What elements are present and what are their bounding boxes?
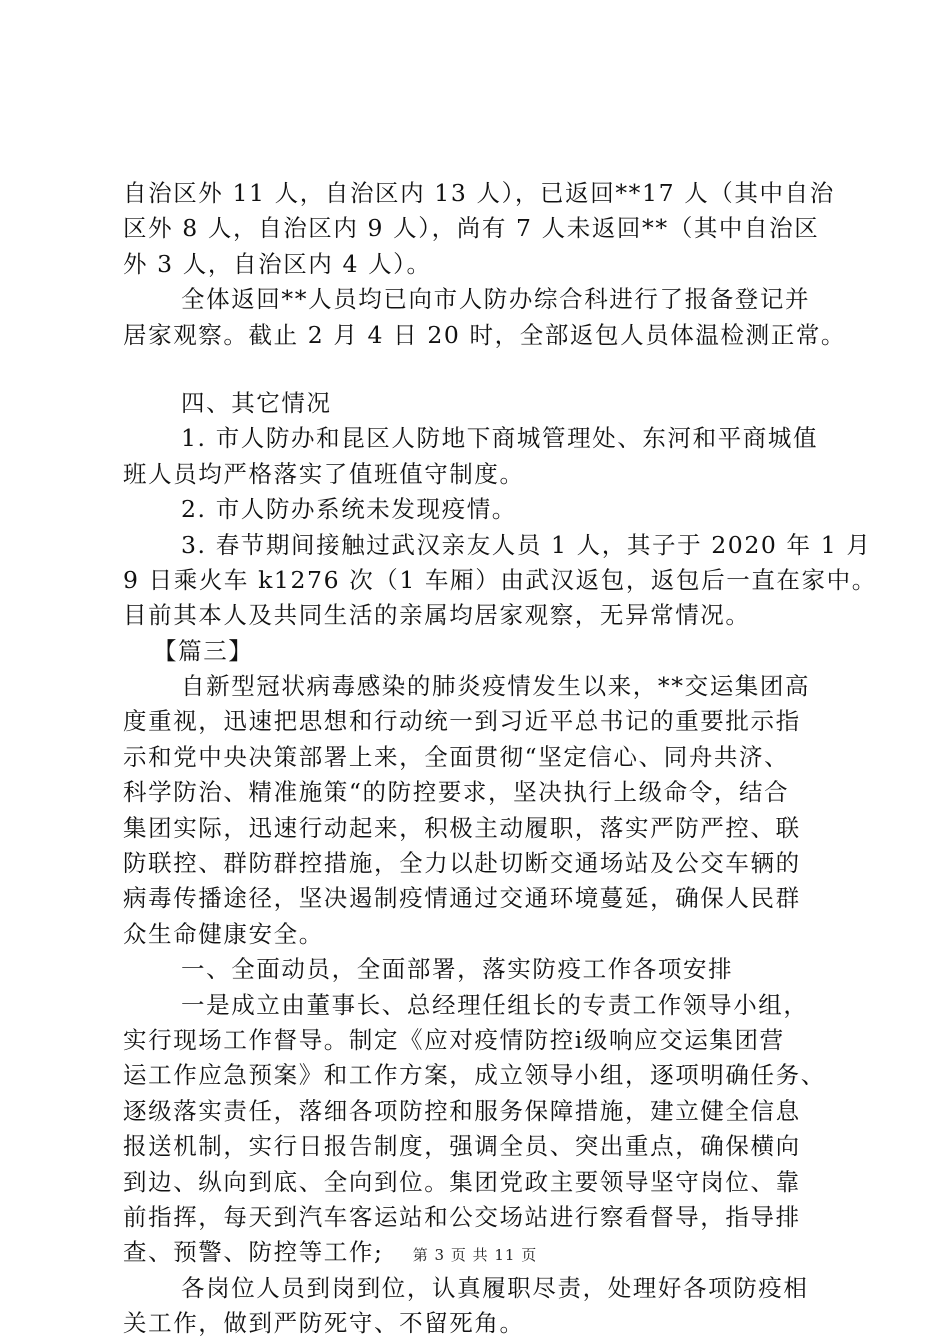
text-line: 集团实际，迅速行动起来，积极主动履职，落实严防严控、联 [123,813,801,842]
text-line: 居家观察。截止 2 月 4 日 20 时，全部返包人员体温检测正常。 [123,320,847,349]
text-line: 查、预警、防控等工作; [123,1238,384,1267]
section-heading: 四、其它情况 [181,388,332,417]
text-line: 外 3 人，自治区内 4 人）。 [123,249,432,278]
paragraph-start: 自新型冠状病毒感染的肺炎疫情发生以来，**交运集团高 [181,672,811,701]
paragraph-gap [123,353,838,386]
list-item-start: 1. 市人防办和昆区人防地下商城管理处、东河和平商城值 [181,424,819,453]
paragraph-start: 一是成立由董事长、总经理任组长的专责工作领导小组， [181,990,809,1019]
text-line: 实行现场工作督导。制定《应对疫情防控ⅰ级响应交运集团营 [123,1025,785,1054]
chapter-heading: 【篇三】 [153,636,254,665]
text-line: 关工作，做到严防死守、不留死角。 [123,1309,525,1338]
text-line: 报送机制，实行日报告制度，强调全员、突出重点，确保横向 [123,1132,801,1161]
text-line: 示和党中央决策部署上来，全面贯彻“坚定信心、同舟共济、 [123,742,790,771]
paragraph-start: 全体返回**人员均已向市人防办综合科进行了报备登记并 [181,285,811,314]
text-line: 区外 8 人，自治区内 9 人），尚有 7 人未返回**（其中自治区 [123,214,820,243]
document-body [123,176,877,1342]
text-line: 自治区外 11 人，自治区内 13 人），已返回**17 人（其中自治 [123,179,835,207]
list-item-start: 3. 春节期间接触过武汉亲友人员 1 人，其子于 2020 年 1 月 [181,530,872,559]
text-line: 度重视，迅速把思想和行动统一到习近平总书记的重要批示指 [123,707,801,736]
text-line: 班人员均严格落实了值班值守制度。 [123,459,525,488]
text-line: 病毒传播途径，坚决遏制疫情通过交通环境蔓延，确保人民群 [123,884,801,913]
page-number-footer: 第 3 页 共 11 页 [412,1246,538,1264]
section-heading: 一、全面动员，全面部署，落实防疫工作各项安排 [181,955,734,984]
paragraph-start: 各岗位人员到岗到位，认真履职尽责，处理好各项防疫相 [181,1273,809,1302]
text-line: 众生命健康安全。 [123,919,324,948]
text-line: 目前其本人及共同生活的亲属均居家观察，无异常情况。 [123,601,751,630]
text-line: 到边、纵向到底、全向到位。集团党政主要领导坚守岗位、靠 [123,1167,801,1196]
list-item-start: 2. 市人防办系统未发现疫情。 [181,495,517,524]
text-line: 逐级落实责任，落细各项防控和服务保障措施，建立健全信息 [123,1096,801,1125]
text-line: 前指挥，每天到汽车客运站和公交场站进行察看督导，指导排 [123,1202,801,1231]
text-line: 运工作应急预案》和工作方案，成立领导小组，逐项明确任务、 [123,1061,826,1090]
text-line: 科学防治、精准施策“的防控要求，坚决执行上级命令，结合 [123,778,790,807]
text-line: 防联控、群防群控措施，全力以赴切断交通场站及公交车辆的 [123,849,801,878]
text-line: 9 日乘火车 k1276 次（1 车厢）由武汉返包，返包后一直在家中。 [123,565,877,594]
